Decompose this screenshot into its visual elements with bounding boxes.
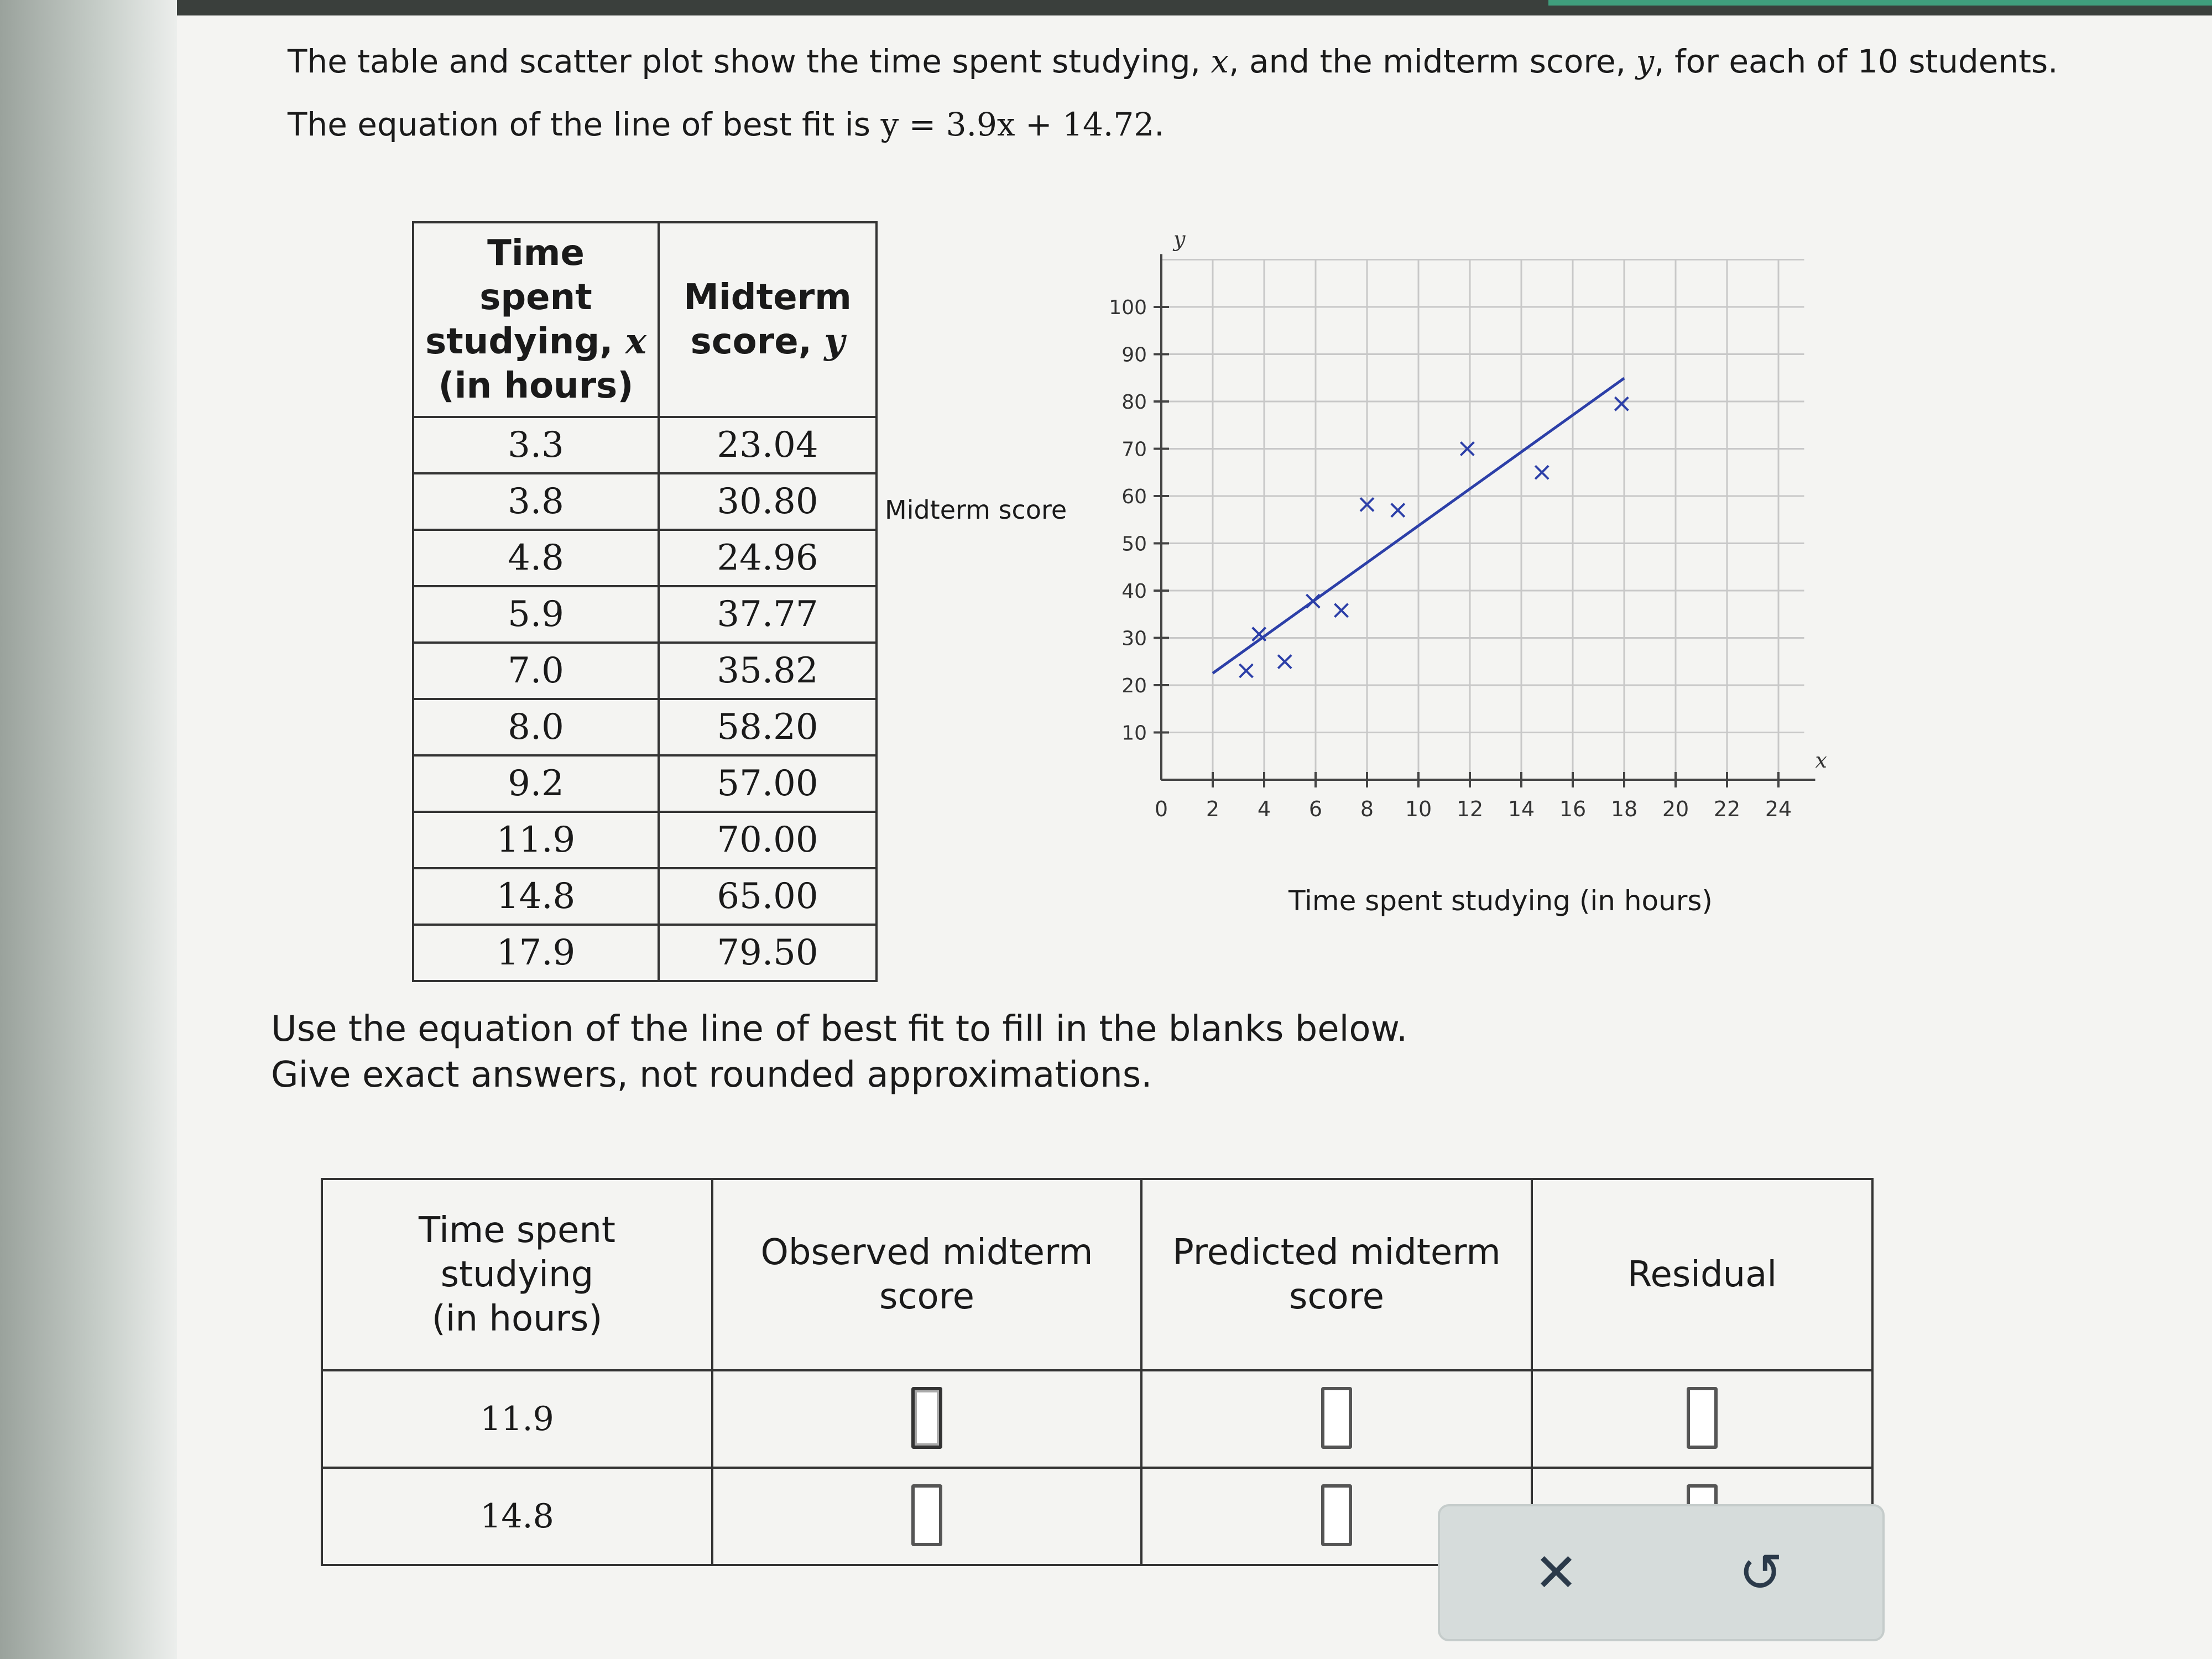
screen-bezel: [0, 0, 177, 1659]
data-table-header-y: Midterm score, y: [659, 222, 877, 417]
answer-header-observed: Observed midterm score: [712, 1179, 1141, 1370]
undo-button[interactable]: [1722, 1534, 1799, 1611]
x-tick-label: 14: [1507, 797, 1535, 821]
data-point: [1278, 655, 1291, 669]
y-tick-label: 20: [1121, 675, 1147, 697]
instructions-line-2: Give exact answers, not rounded approximations.: [271, 1055, 1152, 1096]
instructions-line-1: Use the equation of the line of best fit to fill in the blanks below.: [271, 1009, 1408, 1050]
table-row: 8.0 58.20: [413, 699, 877, 755]
action-bar: [1438, 1504, 1885, 1641]
y-tick-label: 60: [1121, 486, 1147, 508]
intro-line-2: The equation of the line of best fit is y = 3.9x + 14.72.: [288, 105, 1165, 143]
observed-score-input[interactable]: [911, 1387, 942, 1449]
x-tick-label: 22: [1713, 797, 1741, 821]
residual-input[interactable]: [1687, 1387, 1718, 1449]
table-row: 5.9 37.77: [413, 586, 877, 643]
table-row: [322, 1370, 1872, 1468]
data-point: [1535, 466, 1548, 479]
y-tick-label: 10: [1121, 722, 1147, 745]
y-tick-label: 90: [1121, 343, 1147, 367]
problem-intro: [288, 44, 2112, 170]
y-axis-letter: y: [1173, 227, 1186, 252]
table-row: 7.0 35.82: [413, 643, 877, 699]
data-table-header-x: Time spent studying, x (in hours): [413, 222, 659, 417]
y-tick-label: 50: [1121, 533, 1147, 556]
data-table: [412, 221, 878, 982]
table-row: 9.2 57.00: [413, 755, 877, 812]
x-tick-label: 20: [1662, 797, 1689, 821]
answer-header-predicted: Predicted midterm score: [1141, 1179, 1532, 1370]
instructions: [271, 1006, 1407, 1098]
intro-line-1: The table and scatter plot show the time spent studying, x, and the midterm score, y, for each of 10 students.: [288, 43, 2058, 80]
y-tick-label: 100: [1109, 296, 1147, 319]
x-tick-label: 2: [1206, 797, 1220, 821]
data-point: [1239, 664, 1253, 677]
chart-y-axis-title: Midterm score: [885, 495, 1067, 525]
data-point: [1335, 604, 1348, 617]
x-tick-label: 4: [1257, 797, 1271, 821]
answer-header-time: Time spent studying (in hours): [322, 1179, 712, 1370]
y-tick-label: 30: [1121, 627, 1147, 650]
data-point: [1306, 594, 1319, 608]
data-point: [1391, 504, 1405, 517]
predicted-score-input[interactable]: [1321, 1484, 1352, 1546]
y-tick-label: 80: [1121, 391, 1147, 414]
x-tick-label: 12: [1456, 797, 1484, 821]
x-tick-label: 8: [1360, 797, 1374, 821]
close-icon: ✕: [1533, 1542, 1579, 1604]
top-bar: [177, 0, 2212, 15]
table-row: 4.8 24.96: [413, 530, 877, 586]
table-row: 11.9 70.00: [413, 812, 877, 868]
y-tick-label: 40: [1121, 580, 1147, 603]
top-bar-accent: [1548, 0, 2212, 6]
origin-label: 0: [1154, 797, 1168, 821]
answer-time-cell: 11.9: [322, 1370, 712, 1468]
x-axis-letter: x: [1815, 748, 1827, 773]
table-row: 3.3 23.04: [413, 417, 877, 473]
table-row: 3.8 30.80: [413, 473, 877, 530]
x-tick-label: 18: [1610, 797, 1638, 821]
table-row: 14.8 65.00: [413, 868, 877, 925]
predicted-score-input[interactable]: [1321, 1387, 1352, 1449]
table-row: 17.9 79.50: [413, 925, 877, 981]
answer-header-residual: Residual: [1532, 1179, 1872, 1370]
x-tick-label: 10: [1405, 797, 1432, 821]
scatter-plot: [863, 227, 1858, 879]
data-point: [1615, 397, 1628, 410]
y-tick-label: 70: [1121, 438, 1147, 461]
x-tick-label: 16: [1559, 797, 1587, 821]
observed-score-input[interactable]: [911, 1484, 942, 1546]
answer-time-cell: 14.8: [322, 1468, 712, 1565]
best-fit-equation: y = 3.9x + 14.72: [880, 105, 1155, 143]
x-tick-label: 6: [1308, 797, 1323, 821]
chart-x-axis-title: Time spent studying (in hours): [1288, 885, 1713, 917]
undo-icon: ↺: [1738, 1542, 1783, 1604]
x-tick-label: 24: [1765, 797, 1792, 821]
clear-button[interactable]: [1517, 1534, 1595, 1611]
